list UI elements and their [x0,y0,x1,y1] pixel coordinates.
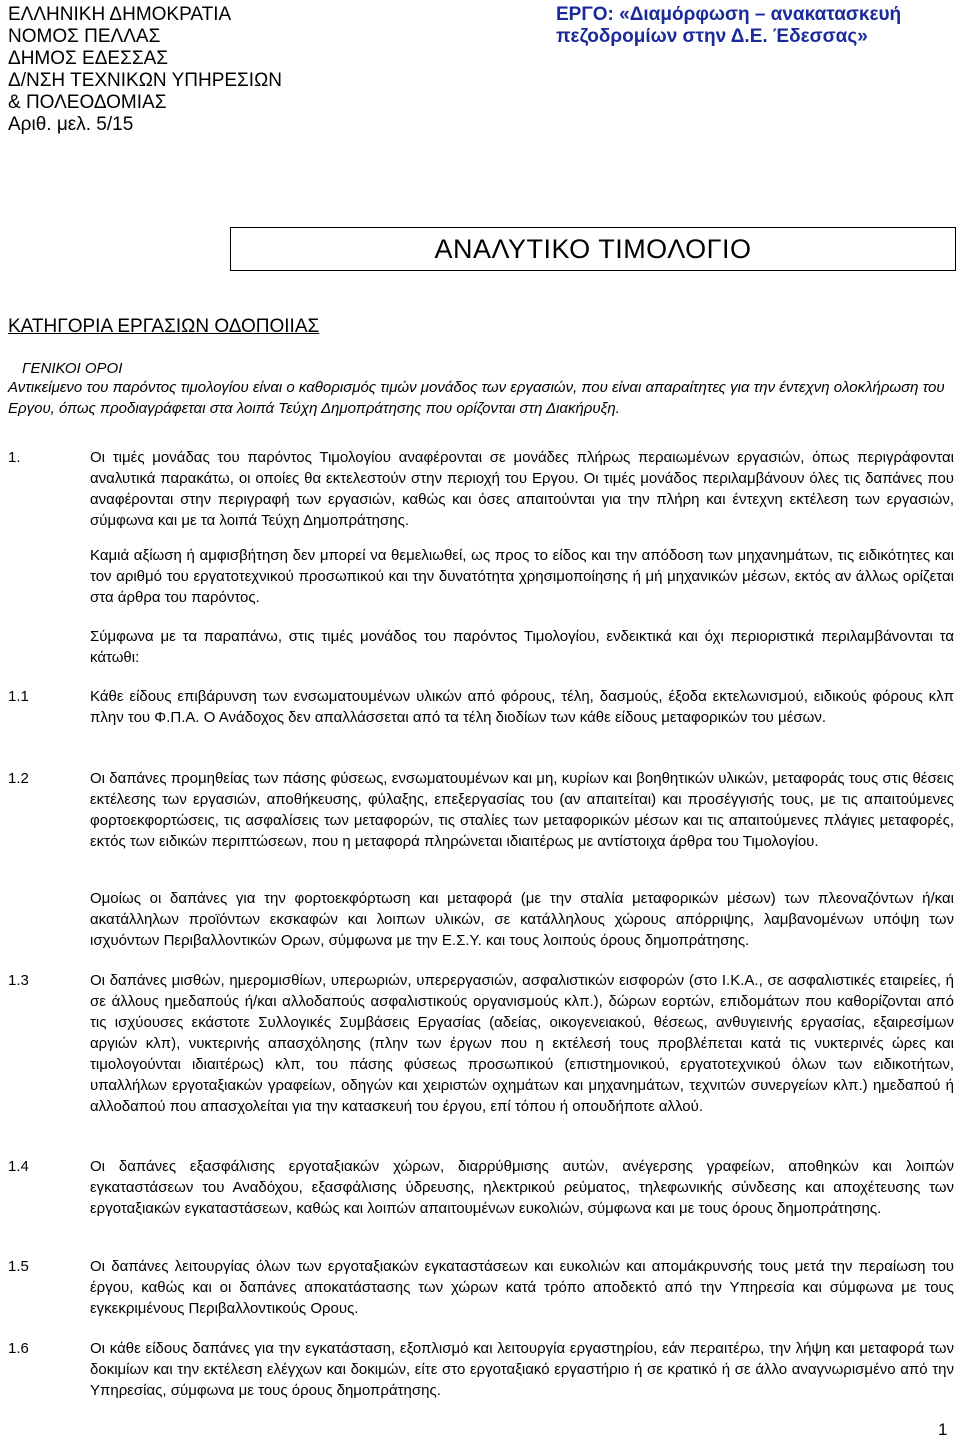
issuer-block [8,4,282,136]
project-title-line2: πεζοδρομίων στην Δ.Ε. Έδεσσας» [556,26,868,47]
section-text: Οι κάθε είδους δαπάνες για την εγκατάσταση, εξοπλισμό και λειτουργία εργαστηρίου, εάν περαιτέρω, την λήψη και μεταφορά των δοκιμίων και την εκτέλεση ελέγχων και δοκιμών, είτε στο εργοταξιακό εργαστήριο ή σε κρατικό ή σε άλλο αναγνωρισμένο από την Υπηρεσίας, σύμφωνα με τους όρους δημοπράτησης. [90,1340,954,1399]
general-terms-heading: ΓΕΝΙΚΟΙ ΟΡΟΙ [22,360,123,377]
issuer-line: ΕΛΛΗΝΙΚΗ ΔΗΜΟΚΡΑΤΙΑ [8,4,232,25]
section-paragraph: Σύμφωνα με τα παραπάνω, στις τιμές μονάδος του παρόντος Τιμολογίου, ενδεικτικά και όχι περιοριστικά περιλαμβάνονται τα κάτωθι: [90,628,954,666]
section-number: 1. [8,449,21,466]
section-text: Οι δαπάνες εξασφάλισης εργοταξιακών χώρων, διαρρύθμισης αυτών, ανέγερσης γραφείων, αποθηκών και λοιπών εγκαταστάσεων του Αναδόχου, εξασφάλισης ύδρευσης, ηλεκτρικού ρεύματος, τηλεφωνικής σύνδεσης και αποχέτευσης των εργοταξιακών εγκαταστάσεων, καθώς και λοιπών απαιτουμένων ευκολιών, σύμφωνα και με τους όρους δημοπράτησης. [90,1158,954,1217]
section-number: 1.4 [8,1158,29,1175]
section-number: 1.5 [8,1258,29,1275]
section-text: Οι δαπάνες λειτουργίας όλων των εργοταξιακών εγκαταστάσεων και ευκολιών και απομάκρυνσής τους μετά την περαίωση του έργου, καθώς και οι δαπάνες αποκατάστασης των χώρων κατά τρόπο αποδεκτό από την Υπηρεσία και σύμφωνα με τους εγκεκριμένους Περιβαλλοντικούς Ορους. [90,1258,954,1317]
section-text: Οι τιμές μονάδας του παρόντος Τιμολογίου αναφέρονται σε μονάδες πλήρως περαιωμένων εργασιών, όπως περιγράφονται αναλυτικά παρακάτω, οι οποίες θα εκτελεστούν στην περιοχή του Εργου. Οι τιμές μονάδος περιλαμβάνουν όλες τις δαπάνες που αναφέρονται στην περιγραφή των εργασιών, καθώς και όσες απαιτούνται για την πλήρη και έντεχνη εκτέλεση των εργασιών, σύμφωνα και με τα λοιπά Τεύχη Δημοπράτησης. [90,449,954,529]
issuer-line: ΝΟΜΟΣ ΠΕΛΛΑΣ [8,26,161,47]
section-text: Κάθε είδους επιβάρυνση των ενσωματουμένων υλικών από φόρους, τέλη, δασμούς, έξοδα εκτελωνισμού, ειδικούς φόρους κλπ πλην του Φ.Π.Α. Ο Ανάδοχος δεν απαλλάσσεται από τα τέλη διοδίων των κάθε είδους μεταφορικών του μέσων. [90,688,954,726]
work-category: ΚΑΤΗΓΟΡΙΑ ΕΡΓΑΣΙΩΝ ΟΔΟΠΟΙΙΑΣ [8,316,320,337]
section-text: Οι δαπάνες προμηθείας των πάσης φύσεως, ενσωματουμένων και μη, κυρίων και βοηθητικών υλικών, μεταφοράς τους στις θέσεις εκτέλεσης των εργασιών, αποθήκευσης, φύλαξης, επεξεργασίας του (αν απαιτείται) και προσέγγισής τους, με τις απαιτούμενες φορτοεκφορτώσεις, τις ασφαλίσεις των μεταφορών, τις σταλίες των μεταφορικών μέσων και τις απαιτούμενες πλάγιες μεταφορές, εκτός των ειδικών περιπτώσεων, που η μεταφορά πληρώνεται ιδιαιτέρως με αντίστοιχα άρθρα του Τιμολογίου. [90,770,954,850]
section-number: 1.2 [8,770,29,787]
document-title: ΑΝΑΛΥΤΙΚΟ ΤΙΜΟΛΟΓΙΟ [230,227,956,271]
page-number: 1 [938,1420,948,1439]
general-terms-text: Αντικείμενο του παρόντος τιμολογίου είναι ο καθορισμός τιμών μονάδος των εργασιών, που είναι απαραίτητες για την έντεχνη ολοκλήρωση του Εργου, όπως προδιαγράφεται στα λοιπά Τεύχη Δημοπράτησης που ορίζονται στη Διακήρυξη. [8,379,945,417]
section-paragraph: Ομοίως οι δαπάνες για την φορτοεκφόρτωση και μεταφορά (με την σταλία μεταφορικών μέσων) των πλεοναζόντων ή/και ακατάλληλων προϊόντων εκσκαφών και λοιπων υλικών, σε κατάλληλους χώρους απόρριψης, λαμβανομένων υπόψη των ισχυόντων Περιβαλλοντικών Ορων, σύμφωνα με την Ε.Σ.Υ. και τους λοιπούς όρους δημοπράτησης. [90,890,954,949]
issuer-line: ΔΗΜΟΣ ΕΔΕΣΣΑΣ [8,48,168,69]
project-title-line1: ΕΡΓΟ: «Διαμόρφωση – ανακατασκευή [556,4,902,25]
issuer-line: Δ/ΝΣΗ ΤΕΧΝΙΚΩΝ ΥΠΗΡΕΣΙΩΝ [8,70,282,91]
project-title [556,4,901,48]
section-text: Οι δαπάνες μισθών, ημερομισθίων, υπερωριών, υπερεργασιών, ασφαλιστικών εισφορών (στο Ι.Κ.Α., σε ασφαλιστικές εταιρείες, ή σε άλλους ημεδαπούς ή/και αλλοδαπούς ασφαλιστικούς οργανισμούς κλπ.), δώρων εορτών, επιδομάτων που καθορίζονται από τις ισχύουσες εκάστοτε Συλλογικές Συμβάσεις Εργασίας (αδείας, οικογενειακού, θέσεως, ανθυγιεινής εργασίας, εξαιρεσίμων αργιών κλπ), νυκτερινής απασχόλησης (πλην των έργων που η εκτέλεσή τους προβλέπεται κατά τις νυκτερινές ώρες και τιμολογούνται ιδιαιτέρως) κλπ, του πάσης φύσεως προσωπικού (επιστημονικού, εργατοτεχνικού όλων των ειδικοτήτων, υπαλλήλων εργοταξιακών γραφείων, οδηγών και χειριστών οχημάτων και μηχανημάτων, τεχνιτών συνεργείων κλπ.) ημεδαπού ή αλλοδαπού που απασχολείται για την κατασκευή του έργου, επί τόπου ή οπουδήποτε αλλού. [90,972,954,1115]
section-number: 1.1 [8,688,29,705]
issuer-line: & ΠΟΛΕΟΔΟΜΙΑΣ [8,92,167,113]
reference-number: Αριθ. μελ. 5/15 [8,114,134,135]
section-number: 1.6 [8,1340,29,1357]
section-number: 1.3 [8,972,29,989]
section-paragraph: Καμιά αξίωση ή αμφισβήτηση δεν μπορεί να θεμελιωθεί, ως προς το είδος και την απόδοση των μηχανημάτων, τις ειδικότητες και τον αριθμό του εργατοτεχνικού προσωπικού και την δυνατότητα χρησιμοποίησης ή μή μηχανικών μέσων, εκτός αν άλλως ορίζεται στα άρθρα του παρόντος. [90,547,954,606]
